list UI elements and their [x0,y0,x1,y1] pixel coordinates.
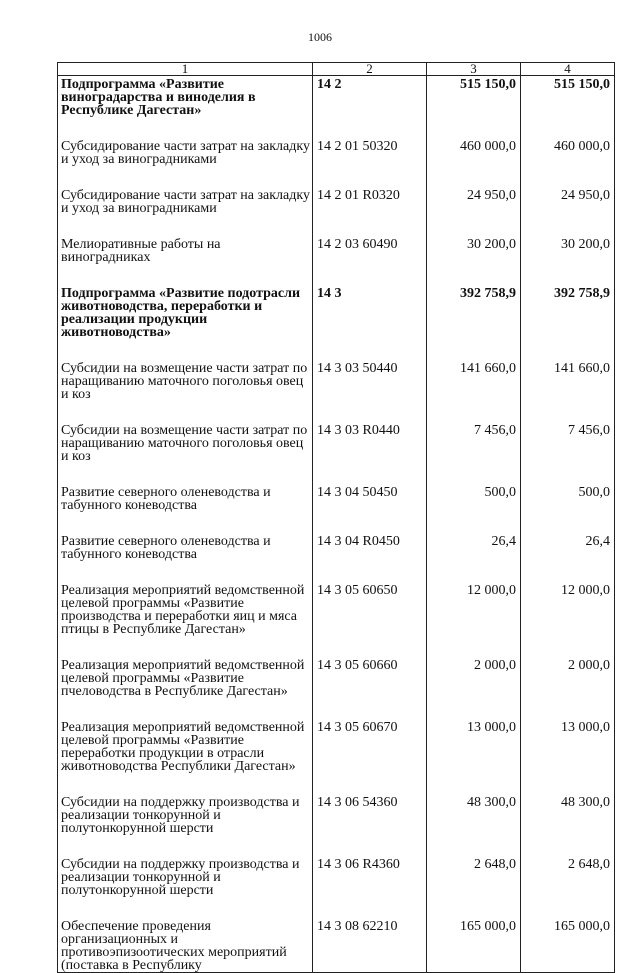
row-amount-col4: 141 660,0 [521,356,615,418]
row-amount-col3: 392 758,9 [427,281,521,356]
row-code-cell: 14 3 03 50440 [313,356,427,418]
row-amount-col3: 515 150,0 [427,76,521,135]
budget-table [57,62,615,973]
row-name-cell: Реализация мероприятий ведомственной целевой программы «Развитие переработки продукции в отрасли животноводства Республики Дагестан» [58,715,313,790]
row-amount-col4: 48 300,0 [521,790,615,852]
row-amount-col4: 24 950,0 [521,183,615,232]
table-row [58,281,615,356]
row-amount-col4: 460 000,0 [521,134,615,183]
column-header-3: 3 [427,63,521,76]
row-name-cell: Реализация мероприятий ведомственной целевой программы «Развитие пчеловодства в Республике Дагестан» [58,653,313,715]
table-row [58,418,615,480]
table-row [58,578,615,653]
page-number: 1006 [308,30,332,44]
row-name-cell: Подпрограмма «Развитие подотрасли животноводства, переработки и реализации продукции животноводства» [58,281,313,356]
row-code-cell: 14 3 05 60660 [313,653,427,715]
table-row [58,480,615,529]
row-name-cell: Подпрограмма «Развитие виноградарства и виноделия в Республике Дагестан» [58,76,313,135]
row-name-cell: Субсидии на возмещение части затрат по наращиванию маточного поголовья овец и коз [58,418,313,480]
column-number-row [58,63,615,76]
row-code-cell: 14 3 03 R0440 [313,418,427,480]
row-amount-col4: 13 000,0 [521,715,615,790]
row-amount-col3: 165 000,0 [427,914,521,973]
row-amount-col4: 2 000,0 [521,653,615,715]
row-amount-col4: 515 150,0 [521,76,615,135]
column-header-2: 2 [313,63,427,76]
row-amount-col3: 24 950,0 [427,183,521,232]
row-code-cell: 14 3 06 54360 [313,790,427,852]
row-amount-col3: 2 648,0 [427,852,521,914]
row-name-cell: Субсидии на возмещение части затрат по наращиванию маточного поголовья овец и коз [58,356,313,418]
row-amount-col3: 460 000,0 [427,134,521,183]
table-row [58,76,615,135]
row-amount-col4: 165 000,0 [521,914,615,973]
column-header-4: 4 [521,63,615,76]
row-code-cell: 14 3 04 R0450 [313,529,427,578]
row-name-cell: Мелиоративные работы на виноградниках [58,232,313,281]
row-amount-col3: 7 456,0 [427,418,521,480]
row-amount-col4: 26,4 [521,529,615,578]
row-amount-col4: 500,0 [521,480,615,529]
row-amount-col3: 12 000,0 [427,578,521,653]
column-header-1: 1 [58,63,313,76]
row-amount-col3: 26,4 [427,529,521,578]
row-amount-col3: 141 660,0 [427,356,521,418]
row-code-cell: 14 2 01 50320 [313,134,427,183]
row-code-cell: 14 3 08 62210 [313,914,427,973]
row-name-cell: Развитие северного оленеводства и табунного коневодства [58,529,313,578]
table-row [58,183,615,232]
row-amount-col3: 2 000,0 [427,653,521,715]
row-amount-col3: 13 000,0 [427,715,521,790]
table-row [58,914,615,973]
row-name-cell: Субсидирование части затрат на закладку и уход за виноградниками [58,134,313,183]
table-row [58,653,615,715]
row-amount-col4: 12 000,0 [521,578,615,653]
row-name-cell: Обеспечение проведения организационных и противоэпизоотических мероприятий (поставка в Республику [58,914,313,973]
table-row [58,715,615,790]
row-code-cell: 14 3 [313,281,427,356]
row-amount-col3: 48 300,0 [427,790,521,852]
row-amount-col3: 30 200,0 [427,232,521,281]
row-code-cell: 14 3 05 60650 [313,578,427,653]
table-row [58,790,615,852]
row-name-cell: Развитие северного оленеводства и табунного коневодства [58,480,313,529]
row-code-cell: 14 3 05 60670 [313,715,427,790]
table-row [58,232,615,281]
row-code-cell: 14 2 03 60490 [313,232,427,281]
row-name-cell: Субсидии на поддержку производства и реализации тонкорунной и полутонкорунной шерсти [58,852,313,914]
table-body [58,76,615,973]
table-row [58,529,615,578]
row-name-cell: Субсидирование части затрат на закладку и уход за виноградниками [58,183,313,232]
row-code-cell: 14 3 04 50450 [313,480,427,529]
row-amount-col3: 500,0 [427,480,521,529]
row-amount-col4: 2 648,0 [521,852,615,914]
row-amount-col4: 392 758,9 [521,281,615,356]
row-amount-col4: 30 200,0 [521,232,615,281]
header-fragment [200,0,440,4]
row-name-cell: Субсидии на поддержку производства и реализации тонкорунной и полутонкорунной шерсти [58,790,313,852]
row-amount-col4: 7 456,0 [521,418,615,480]
row-name-cell: Реализация мероприятий ведомственной целевой программы «Развитие производства и переработки яиц и мяса птицы в Республике Дагестан» [58,578,313,653]
row-code-cell: 14 3 06 R4360 [313,852,427,914]
table-row [58,134,615,183]
row-code-cell: 14 2 01 R0320 [313,183,427,232]
row-code-cell: 14 2 [313,76,427,135]
table-row [58,356,615,418]
